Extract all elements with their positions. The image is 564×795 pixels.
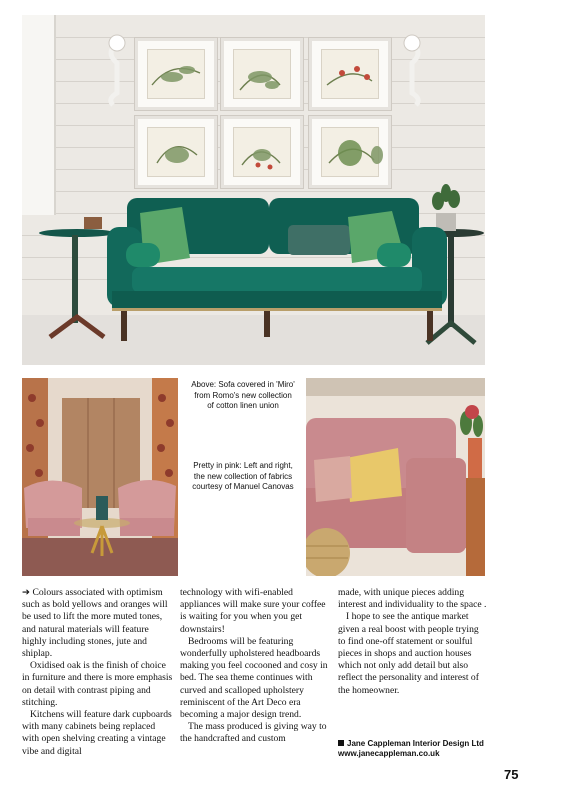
credit-url: www.janecappleman.co.uk — [338, 749, 440, 758]
paragraph: made, with unique pieces adding interest and individuality to the space . — [338, 587, 487, 611]
paragraph: ➔ Colours associated with optimism such as bold yellows and oranges will be used to lift the more muted tones, and natural materials will feature highly including stones, jute and shiplap. — [22, 587, 168, 660]
paragraph: Oxidised oak is the finish of choice in furniture and there is more emphasis on detail with contrast piping and stitching. — [22, 660, 173, 708]
paragraph: I hope to see the antique market given a real boost with people trying to find one-off statement or soulful pieces in shops and auction houses which not only add detail but also reflect the personality and interest of the homeowner. — [338, 611, 479, 696]
paragraph: technology with wifi-enabled appliances will make sure your coffee is waiting for you when you get downstairs! — [180, 587, 326, 635]
text-column-2 — [180, 587, 332, 746]
credit-name: Jane Cappleman Interior Design Ltd — [347, 739, 484, 748]
caption-pink: Pretty in pink: Left and right, the new collection of fabrics courtesy of Manuel Canovas — [192, 461, 294, 491]
paragraph: Kitchens will feature dark cupboards with many cabinets being replaced with open shelving creating a vintage vibe and digital — [22, 709, 172, 757]
paragraph: Bedrooms will be featuring wonderfully upholstered headboards making you feel cocooned and cosy in bed. The sea theme continues with curved and scalloped upholstery reminiscent of the Art Deco era becoming a major design trend. — [180, 635, 328, 721]
hero-photo-green-sofa — [22, 15, 485, 365]
photo-pink-sofa — [306, 378, 485, 576]
arrow-icon: ➔ — [22, 587, 31, 598]
page-number: 75 — [504, 767, 519, 782]
photo-pink-armchairs — [22, 378, 178, 576]
credit-block — [338, 739, 498, 759]
text-column-1 — [22, 587, 174, 758]
hero-illustration — [22, 15, 485, 365]
text-column-3 — [338, 587, 488, 697]
paragraph: The mass produced is giving way to the handcrafted and custom — [180, 721, 327, 745]
caption-sofa: Above: Sofa covered in 'Miro' from Romo's new collection of cotton linen union — [191, 380, 295, 410]
square-bullet-icon — [338, 740, 344, 746]
